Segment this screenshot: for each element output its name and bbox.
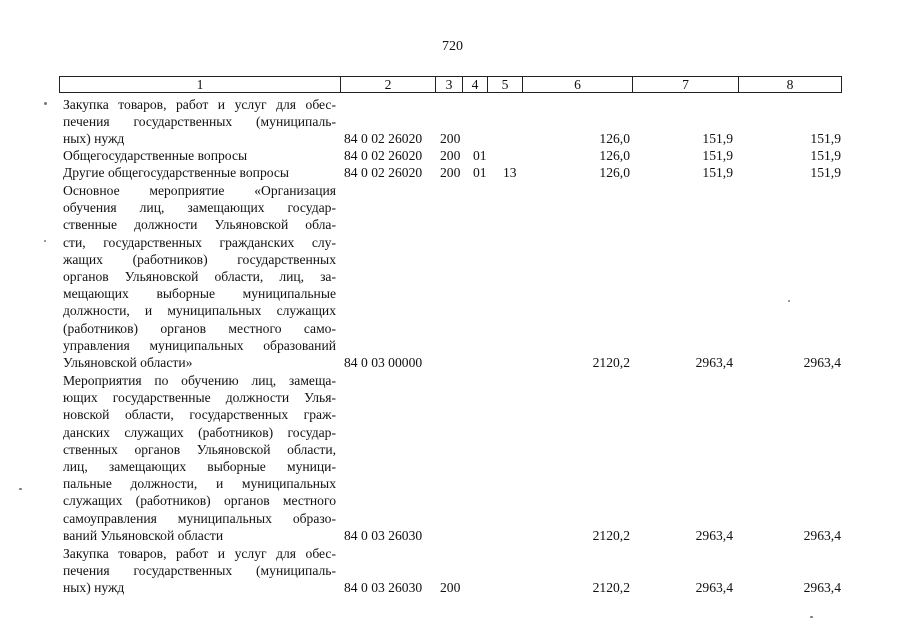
section-code: 01 (473, 165, 487, 180)
header-col-8: 8 (786, 77, 794, 92)
description-line: Мероприятия по обучению лиц, замеща- (63, 373, 336, 388)
expense-type-code: 200 (440, 148, 461, 163)
description-line: пальные должности, и муниципальных (63, 476, 336, 492)
header-col-5: 5 (488, 77, 523, 92)
scan-speck (44, 102, 47, 105)
header-col-7: 7 (633, 77, 739, 92)
row-description (63, 147, 336, 164)
header-col-3: 3 (436, 77, 463, 92)
description-line: Ульяновской области» (63, 354, 193, 370)
description-line: Другие общегосударственные вопросы (63, 165, 290, 180)
description-line: печения государственных (муниципаль- (63, 563, 336, 579)
value-col-7: 151,9 (702, 148, 733, 163)
value-col-7: 2963,4 (695, 355, 733, 370)
value-col-7: 151,9 (702, 131, 733, 147)
description-line: данских служащих (работников) государ- (63, 424, 336, 440)
header-col-6: 6 (523, 77, 633, 92)
description-line: управления муниципальных образований (63, 337, 336, 353)
row-description (63, 545, 336, 597)
table-row (0, 545, 905, 597)
row-description (63, 372, 336, 544)
table-row (0, 96, 905, 148)
scan-speck (788, 300, 790, 302)
target-article-code: 84 0 03 26030 (344, 527, 423, 543)
subsection-code: 13 (503, 165, 517, 180)
description-line: ющих государственные должности Улья- (63, 390, 336, 406)
value-col-6: 2120,2 (592, 527, 630, 543)
description-line: служащих (работников) органов местного (63, 493, 336, 509)
header-col-2: 2 (341, 77, 436, 92)
value-col-8: 151,9 (810, 131, 841, 147)
description-line: жащих (работников) государственных (63, 251, 336, 267)
value-col-8: 151,9 (810, 165, 841, 180)
table-row (0, 147, 905, 164)
description-line: обучения лиц, замещающих государ- (63, 200, 336, 216)
description-line: сти, государственных гражданских слу- (63, 234, 336, 250)
scan-speck (44, 240, 46, 242)
value-col-6: 126,0 (599, 165, 630, 180)
description-line: ных) нужд (63, 580, 125, 596)
description-line: мещающих выборные муниципальные (63, 286, 336, 302)
description-line: Закупка товаров, работ и услуг для обес- (63, 546, 336, 561)
section-code: 01 (473, 148, 487, 163)
value-col-8: 151,9 (810, 148, 841, 163)
table-header (59, 76, 842, 93)
expense-type-code: 200 (440, 131, 461, 147)
scan-speck (810, 616, 813, 618)
value-col-8: 2963,4 (803, 580, 841, 596)
value-col-7: 2963,4 (695, 527, 733, 543)
target-article-code: 84 0 02 26020 (344, 148, 423, 163)
description-line: новской области, государственных граж- (63, 407, 336, 423)
target-article-code: 84 0 02 26020 (344, 165, 423, 180)
value-col-6: 126,0 (599, 148, 630, 163)
description-line: должности, и муниципальных служащих (63, 303, 336, 319)
value-col-6: 126,0 (599, 131, 630, 147)
value-col-8: 2963,4 (803, 527, 841, 543)
description-line: (работников) органов местного само- (63, 320, 336, 336)
target-article-code: 84 0 03 26030 (344, 580, 423, 596)
row-description (63, 96, 336, 148)
description-line: ственные должности Ульяновской обла- (63, 217, 336, 233)
description-line: Общегосударственные вопросы (63, 148, 248, 163)
description-line: печения государственных (муниципаль- (63, 114, 336, 130)
target-article-code: 84 0 03 00000 (344, 355, 423, 370)
scan-speck (19, 488, 22, 490)
description-line: ных) нужд (63, 131, 125, 147)
header-col-4: 4 (463, 77, 488, 92)
table-row (0, 372, 905, 544)
description-line: самоуправления муниципальных образо- (63, 510, 336, 526)
expense-type-code: 200 (440, 165, 461, 180)
row-description (63, 182, 336, 371)
value-col-6: 2120,2 (592, 355, 630, 370)
row-description (63, 164, 336, 181)
table-row (0, 164, 905, 181)
value-col-7: 2963,4 (695, 580, 733, 596)
value-col-7: 151,9 (702, 165, 733, 180)
description-line: органов Ульяновской области, лиц, за- (63, 268, 336, 284)
value-col-8: 2963,4 (803, 355, 841, 370)
description-line: Основное мероприятие «Организация (63, 183, 336, 198)
page-number: 720 (442, 39, 463, 54)
expense-type-code: 200 (440, 580, 461, 596)
description-line: Закупка товаров, работ и услуг для обес- (63, 97, 336, 112)
target-article-code: 84 0 02 26020 (344, 131, 423, 147)
header-col-1: 1 (60, 77, 341, 92)
table-row (0, 182, 905, 371)
value-col-6: 2120,2 (592, 580, 630, 596)
description-line: лиц, замещающих выборные муници- (63, 458, 336, 474)
description-line: ваний Ульяновской области (63, 527, 224, 543)
description-line: ственных органов Ульяновской области, (63, 441, 336, 457)
